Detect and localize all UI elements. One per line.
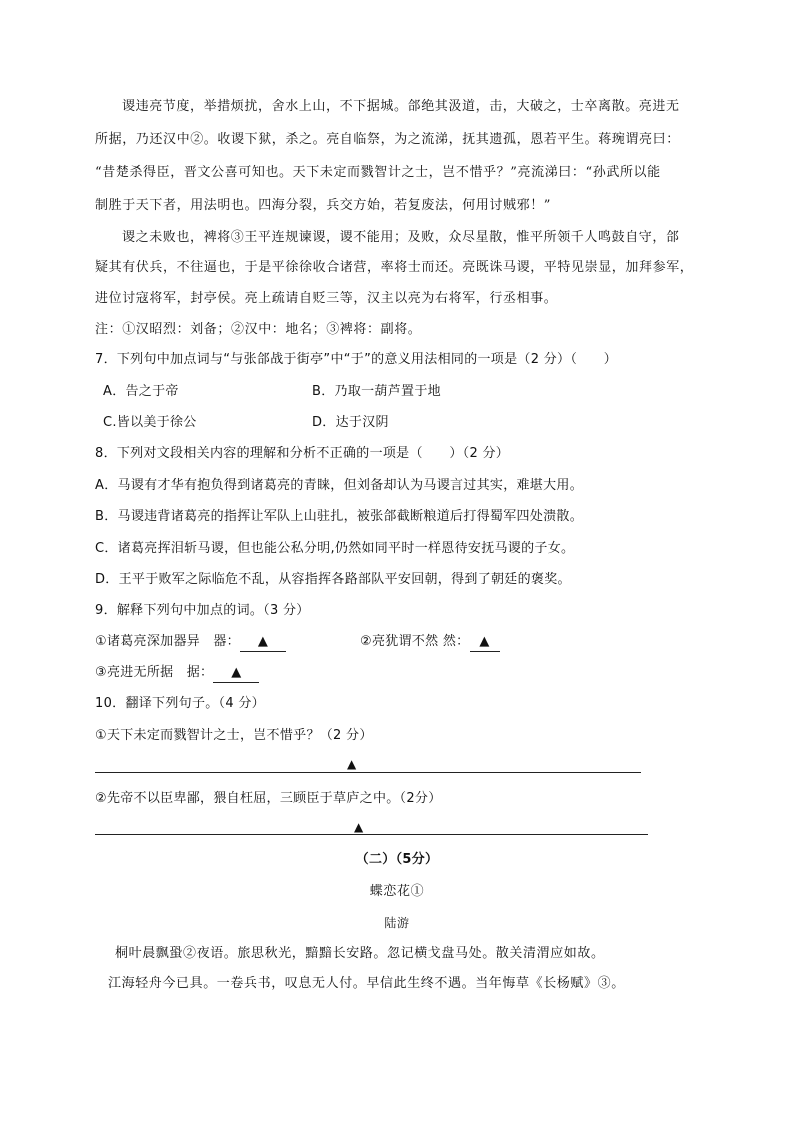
question-7-stem: 7．下列句中加点词与“与张郃战于街亭”中“于”的意义用法相同的一项是（2 分）（ ） [95,352,618,367]
question-9-stem: 9．解释下列句中加点的词。（3 分） [95,603,310,618]
answer-marker: ▲ [257,634,269,649]
question-8-option-b: B．马谡违背诸葛亮的指挥让军队上山驻扎，被张郃截断粮道后打得蜀军四处溃散。 [95,509,584,524]
passage-line: 疑其有伏兵，不往逼也，于是平徐徐收合诸营，率将士而还。亮既诛马谡，平特见崇显，加拜参军， [95,260,694,275]
question-10-sentence-1: ①天下未定而戮智计之士，岂不惜乎？（2 分） [95,728,373,743]
passage-line: 谡违亮节度，举措烦扰，舍水上山，不下据城。郃绝其汲道，击，大破之，士卒离散。亮进无 [122,99,680,114]
question-9-item-3 [95,664,259,683]
question-10-stem: 10．翻译下列句子。（4 分） [95,696,265,711]
answer-marker: ▲ [479,634,490,649]
answer-line[interactable] [95,772,641,773]
answer-marker: ▲ [347,757,357,771]
question-10-sentence-2: ②先帝不以臣卑鄙，猥自枉屈，三顾臣于草庐之中。（2分） [95,791,442,806]
answer-line[interactable] [95,834,648,835]
question-8-option-d: D．王平于败军之际临危不乱，从容指挥各路部队平安回朝，得到了朝廷的褒奖。 [95,572,571,587]
question-9-item-1 [95,633,286,652]
poem-line: 江海轻舟今已具。一卷兵书，叹息无人付。早信此生终不遇。当年悔草《长杨赋》③。 [108,976,625,991]
answer-marker: ▲ [354,820,364,834]
question-9-item-2-text: ②亮犹谓不然 然： [360,634,470,649]
question-8-option-a: A．马谡有才华有抱负得到诸葛亮的青睐，但刘备却认为马谡言过其实，难堪大用。 [95,478,583,493]
poem-author: 陆游 [384,916,410,930]
passage-line: 谡之未败也，裨将③王平连规谏谡，谡不能用；及败，众尽星散，惟平所领千人鸣鼓自守，郃 [122,230,680,245]
poem-line: 桐叶晨飘蛩②夜语。旅思秋光，黯黯长安路。忽记横戈盘马处。散关清渭应如故。 [115,946,605,961]
answer-blank[interactable] [470,633,500,652]
question-7-option-d: D．达于汉阴 [312,415,389,430]
passage-line: 所据，乃还汉中②。收谡下狱，杀之。亮自临祭，为之流涕，抚其遗孤，恩若平生。蒋琬谓亮曰： [95,132,680,147]
passage-note: 注：①汉昭烈：刘备；②汉中：地名；③裨将：副将。 [95,322,422,337]
answer-blank[interactable] [240,633,286,652]
question-8-stem: 8．下列对文段相关内容的理解和分析不正确的一项是（ ）（2 分） [95,446,510,461]
question-9-item-1-text: ①诸葛亮深加器异 器： [95,634,240,649]
question-7-option-a: A．告之于帝 [103,384,179,399]
question-7-option-b: B．乃取一葫芦置于地 [312,384,441,399]
question-9-item-2 [360,633,500,652]
question-8-option-c: C．诸葛亮挥泪斩马谡，但也能公私分明,仍然如同平时一样恩待安抚马谡的子女。 [95,541,575,556]
section-heading: （二）（5分） [355,852,439,867]
answer-marker: ▲ [231,665,242,680]
passage-line: 进位讨寇将军，封亭侯。亮上疏请自贬三等，汉主以亮为右将军，行丞相事。 [95,291,558,306]
passage-line: 制胜于天下者，用法明也。四海分裂，兵交方始，若复废法，何用讨贼邪！” [95,198,552,213]
answer-blank[interactable] [213,664,259,683]
question-7-option-c: C.皆以美于徐公 [103,415,197,430]
passage-line: “昔楚杀得臣，晋文公喜可知也。天下未定而戮智计之士，岂不惜乎？”亮流涕曰：“孙武所以能 [95,165,661,180]
poem-title: 蝶恋花① [369,884,425,899]
question-9-item-3-text: ③亮进无所据 据： [95,665,214,680]
